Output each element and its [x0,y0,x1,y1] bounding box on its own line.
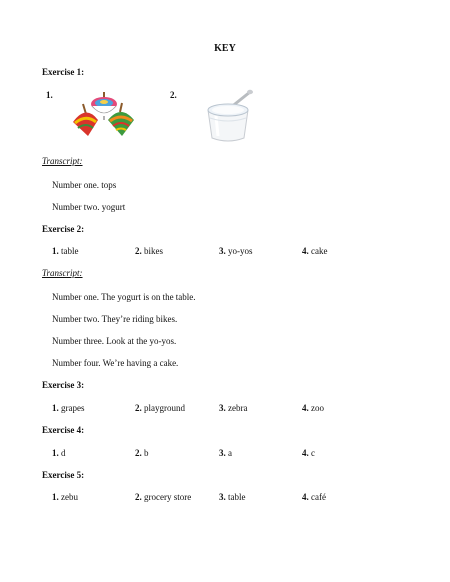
exercise-2-transcript-line-3: Number three. Look at the yo-yos. [52,336,177,346]
spinning-tops-image [70,90,138,142]
exercise-2-transcript-label: Transcript: [42,268,83,278]
exercise-5-heading: Exercise 5: [42,470,85,480]
exercise-4-answer-2: 2. b [135,448,149,458]
exercise-2-transcript-line-2: Number two. They’re riding bikes. [52,314,178,324]
exercise-1-item-1-number: 1. [46,90,53,100]
exercise-3-answer-2: 2. playground [135,403,185,413]
exercise-2-heading: Exercise 2: [42,224,85,234]
exercise-1-transcript-line-2: Number two. yogurt [52,202,126,212]
exercise-2-answers-row [0,246,450,258]
exercise-5-answer-3: 3. table [219,492,246,502]
exercise-1-heading: Exercise 1: [42,67,85,77]
yogurt-cup-image [202,88,256,144]
exercise-1-transcript-line-1: Number one. tops [52,180,117,190]
exercise-1-transcript-label: Transcript: [42,156,83,166]
exercise-4-answers-row [0,448,450,460]
exercise-2-answer-2: 2. bikes [135,246,163,256]
exercise-4-heading: Exercise 4: [42,425,85,435]
exercise-3-answer-1: 1. grapes [52,403,85,413]
exercise-4-answer-1: 1. d [52,448,66,458]
exercise-5-answer-4: 4. café [302,492,326,502]
exercise-2-transcript-line-4: Number four. We’re having a cake. [52,358,179,368]
exercise-4-answer-4: 4. c [302,448,315,458]
exercise-2-answer-1: 1. table [52,246,79,256]
exercise-3-answers-row [0,403,450,415]
exercise-3-heading: Exercise 3: [42,380,85,390]
exercise-5-answers-row [0,492,450,504]
exercise-3-answer-3: 3. zebra [219,403,248,413]
exercise-5-answer-1: 1. zebu [52,492,78,502]
exercise-2-transcript-line-1: Number one. The yogurt is on the table. [52,292,196,302]
exercise-1-item-2-number: 2. [170,90,177,100]
exercise-2-answer-4: 4. cake [302,246,328,256]
page-title: KEY [214,43,236,54]
exercise-3-answer-4: 4. zoo [302,403,324,413]
exercise-5-answer-2: 2. grocery store [135,492,192,502]
exercise-2-answer-3: 3. yo-yos [219,246,253,256]
exercise-4-answer-3: 3. a [219,448,232,458]
